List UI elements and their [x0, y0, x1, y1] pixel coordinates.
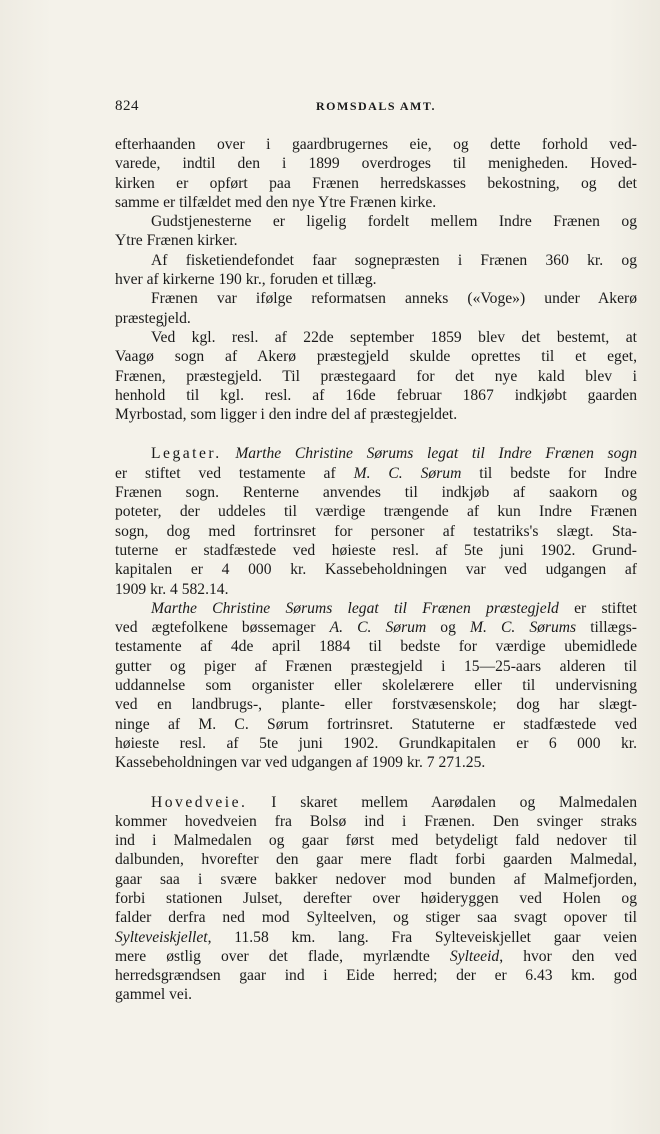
text-line: 1909 kr. 4 582.14. — [115, 580, 229, 598]
text-line: dalbunden, hvorefter den gaar mere fladt forbi gaarden Malmedal, — [115, 851, 637, 869]
section-gap — [115, 424, 637, 444]
text-line: præstegjeld. — [115, 309, 191, 327]
text-line: Legater. Marthe Christine Sørums legat til Indre Frænen sogn — [151, 445, 637, 463]
text-line: ved en landbrugs-, plante- eller forstvæsenskole; dog har slægt- — [115, 696, 637, 714]
text-line: forbi stationen Julset, derefter over høideryggen ved Holen og — [115, 889, 637, 907]
text-line: ninge af M. C. Sørum fortrinsret. Statuterne er stadfæstede ved — [115, 715, 637, 733]
text-line: herredsgrændsen gaar ind i Eide herred; der er 6.43 km. god — [115, 967, 637, 985]
text-line: Vaagø sogn af Akerø præstegjeld skulde oprettes til et eget, — [115, 348, 637, 366]
text-line: tuterne er stadfæstede ved høieste resl. af 5te juni 1902. Grund- — [115, 541, 637, 559]
text-line: Kassebeholdningen var ved udgangen af 1909 kr. 7 271.25. — [115, 754, 486, 772]
text-line: kirken er opført paa Frænen herredskasses bekostning, og det — [115, 174, 637, 192]
text-line: ind i Malmedalen og gaar først med betydeligt fald nedover til — [115, 832, 637, 850]
text-line: kommer hovedveien fra Bolsø ind i Frænen. Den svinger straks — [115, 812, 637, 830]
text-line: Ytre Frænen kirker. — [115, 232, 238, 250]
text-line: samme er tilfældet med den nye Ytre Frænen kirke. — [115, 193, 437, 211]
section-heading-hovedveie: Hovedveie. — [151, 793, 248, 811]
section-gap — [115, 773, 637, 793]
text-line: ved ægtefolkene bøssemager A. C. Sørum og M. C. Sørums tillægs- — [115, 619, 637, 637]
text-line: gutter og piger af Frænen præstegjeld i 15—25-aars alderen til — [115, 657, 637, 675]
text-line: efterhaanden over i gaardbrugernes eie, og dette forhold ved- — [115, 136, 637, 153]
text-line: høieste resl. af 5te juni 1902. Grundkapitalen er 6 000 kr. — [115, 734, 637, 752]
text-line: Frænen var ifølge reformatsen anneks («Voge») under Akerø — [151, 290, 637, 308]
text-line: mere østlig over det flade, myrlændte Sylteeid, hvor den ved — [115, 947, 637, 965]
text-line: Frænen, præstegjeld. Til præstegaard for det nye kald blev i — [115, 367, 637, 385]
text-line: hver af kirkerne 190 kr., foruden et tillæg. — [115, 271, 377, 289]
body-text — [115, 135, 637, 1005]
text-line: falder derfra ned mod Sylteelven, og stiger saa svagt opover til — [115, 909, 637, 927]
page-number: 824 — [115, 98, 139, 114]
text-line: Myrbostad, som ligger i den indre del af præstegjeldet. — [115, 406, 458, 424]
running-head: ROMSDALS AMT. — [316, 99, 436, 113]
text-line: Sylteveiskjellet, 11.58 km. lang. Fra Sylteveiskjellet gaar veien — [115, 928, 637, 946]
text-line: henhold til kgl. resl. af 16de februar 1867 indkjøbt gaarden — [115, 386, 637, 404]
text-line: varede, indtil den i 1899 overdroges til menigheden. Hoved- — [115, 155, 637, 173]
text-line: Hovedveie. I skaret mellem Aarødalen og Malmedalen — [151, 793, 637, 811]
text-line: Gudstjenesterne er ligelig fordelt mellem Indre Frænen og — [151, 213, 637, 231]
text-line: Af fisketiendefondet faar sognepræsten i Frænen 360 kr. og — [151, 251, 637, 269]
text-line: Ved kgl. resl. af 22de september 1859 blev det bestemt, at — [151, 328, 637, 346]
text-line: sogn, dog med fortrinsret for personer af testatriks's slægt. Sta- — [115, 522, 637, 540]
text-line: gaar saa i svære bakker nedover mod bunden af Malmefjorden, — [115, 870, 637, 888]
section-heading-legater: Legater. — [151, 445, 222, 463]
text-line: Frænen sogn. Renterne anvendes til indkjøb af saakorn og — [115, 484, 637, 502]
text-line: kapitalen er 4 000 kr. Kassebeholdningen var ved udgangen af — [115, 561, 637, 579]
text-line: poteter, der uddeles til værdige trængende af kun Indre Frænen — [115, 503, 637, 521]
text-line: er stiftet ved testamente af M. C. Sørum til bedste for Indre — [115, 464, 637, 482]
page-header — [115, 98, 637, 118]
text-line: gammel vei. — [115, 986, 193, 1004]
text-line: Marthe Christine Sørums legat til Frænen præstegjeld er stiftet — [151, 599, 637, 617]
text-line: uddannelse som organister eller skolelærere eller til undervisning — [115, 677, 637, 695]
text-line: testamente af 4de april 1884 til bedste for værdige ubemidlede — [115, 638, 637, 656]
